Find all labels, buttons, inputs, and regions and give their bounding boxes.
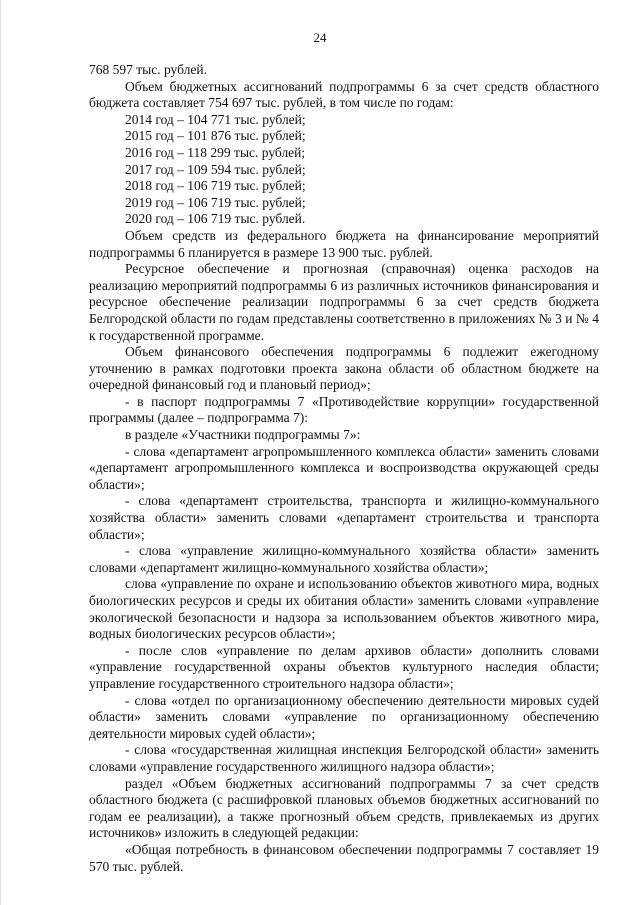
paragraph: слова «управление по охране и использованию объектов животного мира, водных биологических ресурсов и среды их обитания области» заменить словами «управление экологической безопасности и надзора за использованием объектов животного мира, водных биологических ресурсов области»;	[89, 576, 599, 642]
paragraph: Объем средств из федерального бюджета на финансирование мероприятий подпрограммы 6 планируется в размере 13 900 тыс. рублей.	[89, 227, 599, 260]
paragraph: раздел «Объем бюджетных ассигнований подпрограммы 7 за счет средств областного бюджета (с расшифровкой плановых объемов бюджетных ассигнований по годам ее реализации), а также прогнозный объем средств, привлекаемых из других источников» изложить в следующей редакции:	[89, 775, 599, 841]
paragraph: Объем финансового обеспечения подпрограммы 6 подлежит ежегодному уточнению в рамках подготовки проекта закона области об областном бюджете на очередной финансовый год и плановый период»;	[89, 344, 599, 393]
paragraph: 768 597 тыс. рублей.	[89, 62, 207, 77]
list-item: 2014 год – 104 771 тыс. рублей;	[125, 111, 306, 127]
paragraph: - после слов «управление по делам архивов области» дополнить словами «управление государственной охраны объектов культурного наследия области; управление государственного строительного надзора области»;	[89, 642, 599, 691]
list-item: 2019 год – 106 719 тыс. рублей;	[125, 194, 306, 210]
paragraph: в разделе «Участники подпрограммы 7»:	[125, 427, 361, 443]
paragraph: - слова «отдел по организационному обеспечению деятельности мировых судей области» заменить словами «управление по организационному обеспечению деятельности мировых судей области»;	[89, 692, 599, 741]
paragraph: Ресурсное обеспечение и прогнозная (справочная) оценка расходов на реализацию мероприятий подпрограммы 6 из различных источников финансирования и ресурсное обеспечение реализации подпрограммы 6 за счет средств бюджета Белгородской области по годам представлены соответственно в приложениях № 3 и № 4 к государственной программе.	[89, 261, 599, 343]
year-funding-list	[89, 112, 599, 228]
list-item: 2020 год – 106 719 тыс. рублей.	[125, 211, 306, 227]
scan-edge	[0, 0, 1, 905]
paragraph: «Общая потребность в финансовом обеспечении подпрограммы 7 составляет 19 570 тыс. рублей.	[89, 841, 599, 874]
page-number: 24	[313, 30, 327, 45]
paragraph: Объем бюджетных ассигнований подпрограммы 6 за счет средств областного бюджета составляет 754 697 тыс. рублей, в том числе по годам:	[89, 78, 599, 111]
paragraph: - в паспорт подпрограммы 7 «Противодействие коррупции» государственной программы (далее – подпрограмма 7):	[89, 393, 599, 426]
paragraph: - слова «департамент агропромышленного комплекса области» заменить словами «департамент агропромышленного комплекса и воспроизводства окружающей среды области»;	[89, 443, 599, 492]
list-item: 2015 год – 101 876 тыс. рублей;	[125, 128, 306, 144]
document-body	[89, 62, 599, 875]
list-item: 2016 год – 118 299 тыс. рублей;	[125, 144, 306, 160]
paragraph: - слова «департамент строительства, транспорта и жилищно-коммунального хозяйства области» заменить словами «департамент строительства и транспорта области»;	[89, 493, 599, 542]
paragraph: - слова «государственная жилищная инспекция Белгородской области» заменить словами «управление государственного жилищного надзора области»;	[89, 742, 599, 774]
list-item: 2017 год – 109 594 тыс. рублей;	[125, 161, 306, 177]
list-item: 2018 год – 106 719 тыс. рублей;	[125, 178, 306, 194]
paragraph: - слова «управление жилищно-коммунального хозяйства области» заменить словами «департамент жилищно-коммунального хозяйства области»;	[89, 543, 599, 575]
